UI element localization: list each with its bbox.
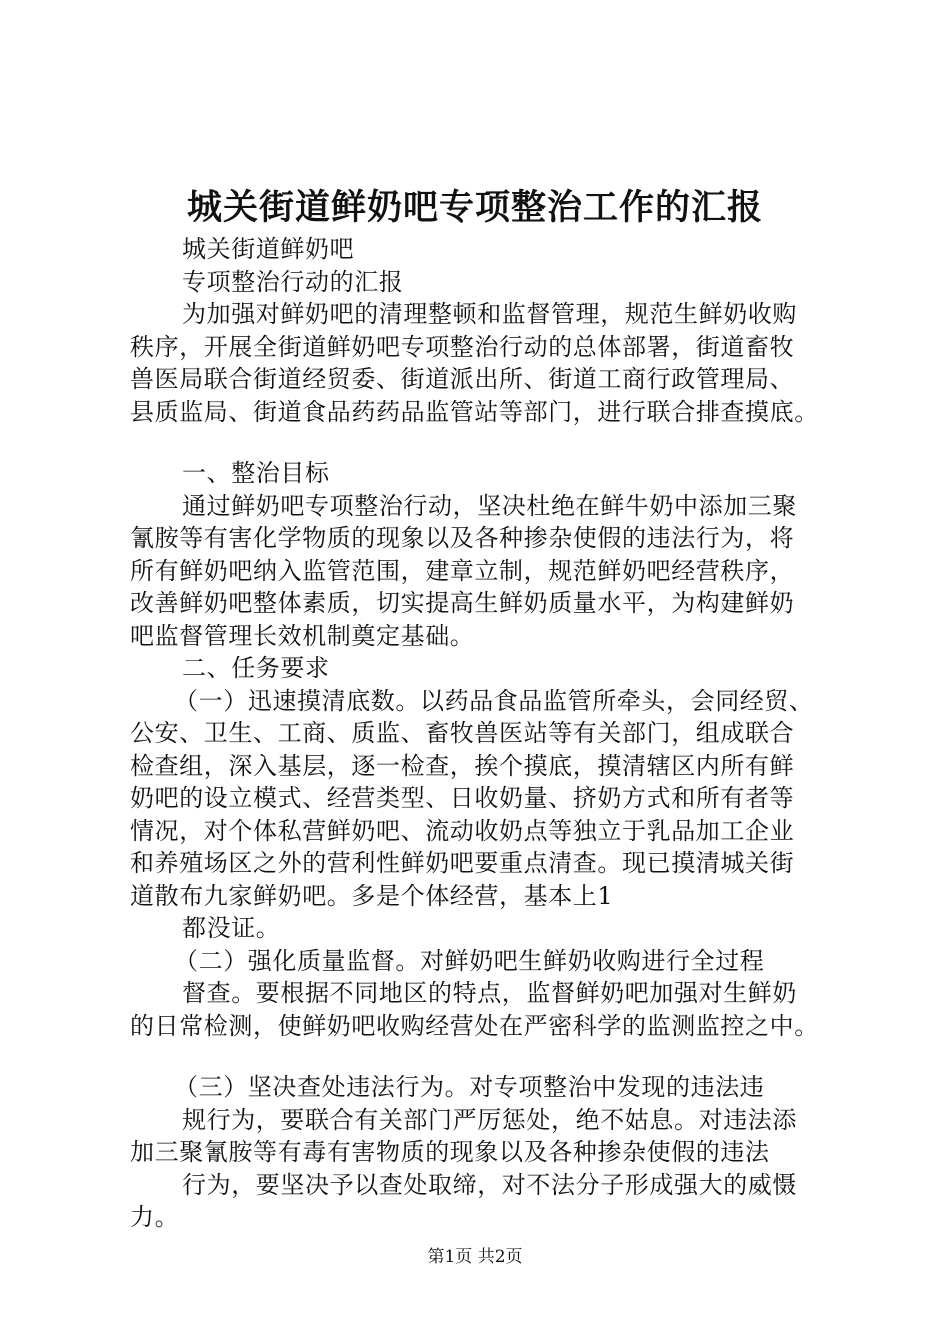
body-line: 所有鲜奶吧纳入监管范围，建章立制，规范鲜奶吧经营秩序， (130, 556, 795, 585)
paragraph-gap (130, 428, 850, 457)
body-line: 吧监督管理长效机制奠定基础。 (130, 621, 475, 650)
body-line: 行为，要坚决予以查处取缔，对不法分子形成强大的威慑 (182, 1170, 797, 1199)
body-line: 氰胺等有害化学物质的现象以及各种掺杂使假的违法行为，将 (130, 524, 795, 552)
body-line: 专项整治行动的汇报 (182, 267, 404, 296)
body-line: 城关街道鲜奶吧 (182, 235, 355, 263)
body-line: 奶吧的设立模式、经营类型、日收奶量、挤奶方式和所有者等 (130, 784, 795, 812)
body-line: （二）强化质量监督。对鲜奶吧生鲜奶收购进行全过程 (174, 946, 765, 975)
body-line: 和养殖场区之外的营利性鲜奶吧要重点清查。现已摸清城关街 (130, 849, 795, 877)
document-body (130, 233, 850, 1234)
page-footer: 第1页 共2页 (427, 1247, 523, 1267)
body-line: 检查组，深入基层，逐一检查，挨个摸底，摸清辖区内所有鲜 (130, 751, 795, 780)
section-heading: 一、整治目标 (182, 459, 330, 487)
body-line: 都没证。 (182, 914, 281, 942)
body-line: 的日常检测，使鲜奶吧收购经营处在严密科学的监测监控之中。 (130, 1011, 819, 1040)
paragraph-gap (130, 1042, 850, 1071)
body-line: 加三聚氰胺等有毒有害物质的现象以及各种掺杂使假的违法 (130, 1138, 770, 1166)
body-line: 公安、卫生、工商、质监、畜牧兽医站等有关部门，组成联合 (130, 719, 795, 747)
body-line: 秩序，开展全街道鲜奶吧专项整治行动的总体部署，街道畜牧 (130, 332, 795, 361)
body-line: 情况，对个体私营鲜奶吧、流动收奶点等独立于乳品加工企业 (130, 816, 795, 845)
body-line: 为加强对鲜奶吧的清理整顿和监督管理，规范生鲜奶收购 (182, 300, 797, 328)
body-line: 县质监局、街道食品药药品监管站等部门，进行联合排查摸底。 (130, 397, 819, 426)
body-line: 力。 (130, 1203, 180, 1231)
body-line: 通过鲜奶吧专项整治行动，坚决杜绝在鲜牛奶中添加三聚 (182, 491, 797, 520)
document-title: 城关街道鲜奶吧专项整治工作的汇报 (186, 187, 763, 228)
body-line: 督查。要根据不同地区的特点，监督鲜奶吧加强对生鲜奶 (182, 979, 797, 1007)
body-line: 改善鲜奶吧整体素质，切实提高生鲜奶质量水平，为构建鲜奶 (130, 589, 795, 617)
body-line: 兽医局联合街道经贸委、街道派出所、街道工商行政管理局、 (130, 365, 795, 393)
body-line: （三）坚决查处违法行为。对专项整治中发现的违法违 (174, 1073, 765, 1101)
section-heading: 二、任务要求 (182, 654, 330, 682)
body-line: 道散布九家鲜奶吧。多是个体经营，基本上1 (130, 881, 614, 910)
body-line: 规行为，要联合有关部门严厉惩处，绝不姑息。对违法添 (182, 1105, 797, 1134)
body-line: （一）迅速摸清底数。以药品食品监管所牵头，会同经贸、 (174, 686, 814, 715)
